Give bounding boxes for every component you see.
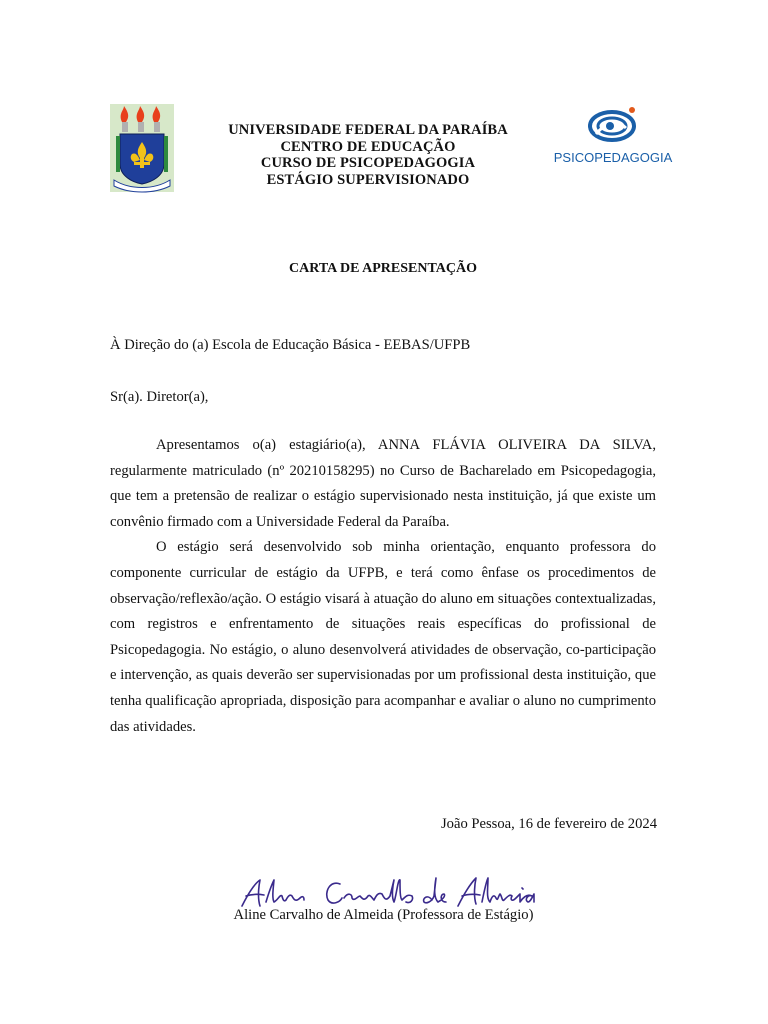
psicopedagogia-logo-icon — [553, 104, 673, 168]
salutation: Sr(a). Diretor(a), — [110, 389, 209, 405]
letter-title: CARTA DE APRESENTAÇÃO — [288, 261, 477, 276]
letter-body — [110, 433, 656, 740]
signer-name: Aline Carvalho de Almeida (Professora de Estágio) — [233, 907, 534, 923]
header-center: CENTRO DE EDUCAÇÃO — [280, 138, 456, 155]
header-university: UNIVERSIDADE FEDERAL DA PARAÍBA — [228, 122, 508, 138]
header-course: CURSO DE PSICOPEDAGOGIA — [260, 155, 476, 171]
header-internship: ESTÁGIO SUPERVISIONADO — [266, 171, 470, 188]
date-line: João Pessoa, 16 de fevereiro de 2024 — [440, 816, 657, 832]
recipient-line: À Direção do (a) Escola de Educação Básica - EEBAS/UFPB — [110, 337, 471, 353]
paragraph-internship-details: O estágio será desenvolvido sob minha orientação, enquanto professora do componente curricular de estágio da UFPB, e terá como ênfase os procedimentos de observação/reflexão/ação. O estágio visará à atuação do aluno em situações contextualizadas, com registros e enfrentamento de situações reais específicas do profissional de Psicopedagogia. No estágio, o aluno desenvolverá atividades de observação, co-participação e intervenção, as quais deverão ser supervisionadas por um profissional desta instituição, que tenha qualificação apropriada, disposição para acompanhar e avaliar o aluno no cumprimento das atividades. — [110, 539, 656, 735]
psico-logo-text: PSICOPEDAGOGIA — [553, 150, 673, 165]
ufpb-crest-icon — [110, 104, 174, 192]
paragraph-presentation: Apresentamos o(a) estagiário(a), ANNA FLÁVIA OLIVEIRA DA SILVA, regularmente matriculado (nº 20210158295) no Curso de Bacharelado em Psicopedagogia, que tem a pretensão de realizar o estágio supervisionado nesta instituição, já que existe um convênio firmado com a Universidade Federal da Paraíba. — [110, 437, 656, 530]
institution-header — [170, 122, 566, 188]
